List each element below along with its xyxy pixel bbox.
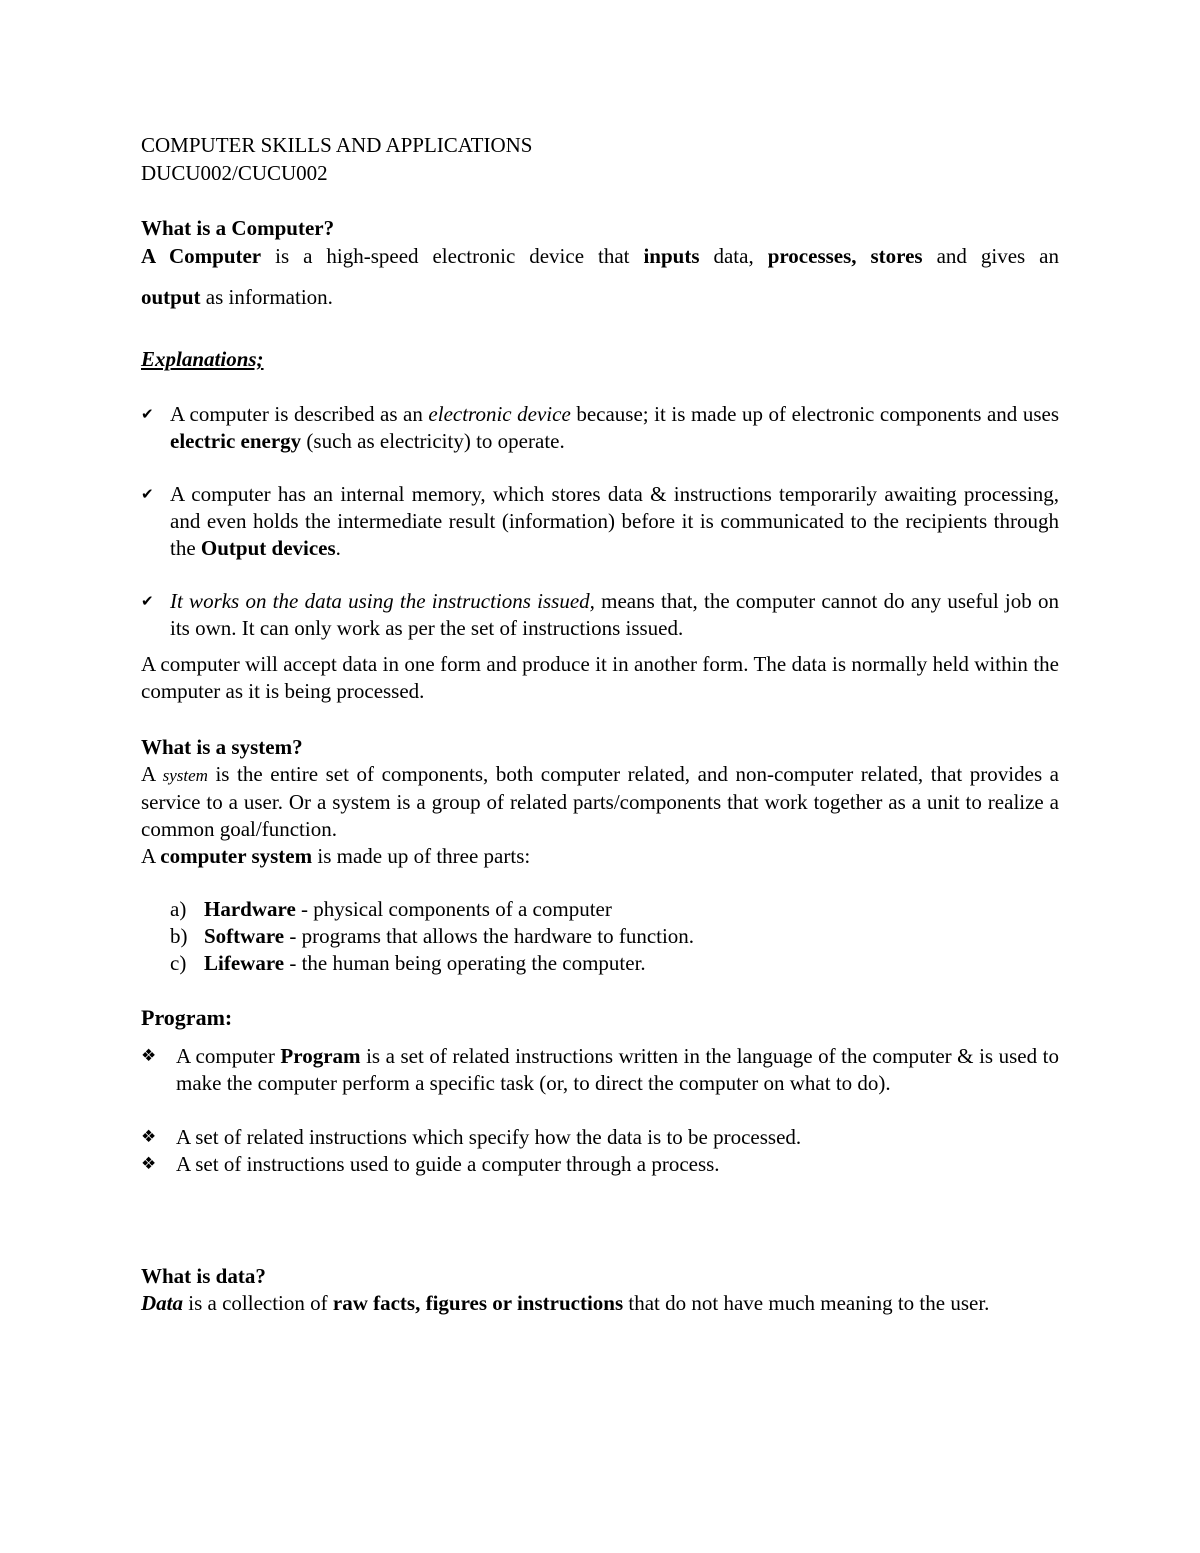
- term-inputs: inputs: [643, 244, 700, 268]
- computer-definition-line1: A Computer is a high-speed electronic device that inputs data, processes, stores and gives an: [141, 244, 1059, 268]
- term-computer-system: computer system: [160, 844, 313, 868]
- section-program: [141, 1004, 1059, 1178]
- term-output: output: [141, 285, 201, 309]
- diamond-bullet-icon: ❖: [141, 1127, 157, 1147]
- data-definition: Data is a collection of raw facts, figures or instructions that do not have much meaning to the user.: [141, 1291, 990, 1315]
- diamond-bullet-icon: ❖: [141, 1154, 157, 1174]
- explanation-item: ✔ It works on the data using the instructions issued, means that, the computer cannot do any useful job on its own. It can only work as per the set of instructions issued.: [141, 589, 1059, 640]
- program-item: ❖ A set of instructions used to guide a computer through a process.: [141, 1152, 720, 1176]
- system-definition: A system is the entire set of components, both computer related, and non-computer related, that provides a service to a user. Or a system is a group of related parts/components that work together as a unit to realize a common goal/function.: [141, 762, 1059, 841]
- program-item: ❖ A set of related instructions which specify how the data is to be processed.: [141, 1125, 802, 1149]
- section-data: [141, 1263, 1059, 1317]
- document-title: [141, 131, 1059, 187]
- computer-system-intro: A computer system is made up of three parts:: [141, 844, 531, 868]
- program-item: ❖ A computer Program is a set of related instructions written in the language of the computer & is used to make the computer perform a specific task (or, to direct the computer on what to do).: [141, 1044, 1060, 1095]
- term-processes-stores: processes, stores: [767, 244, 923, 268]
- explanations-closing-paragraph: A computer will accept data in one form and produce it in another form. The data is normally held within the computer as it is being processed.: [141, 652, 1059, 703]
- system-parts-list: [141, 896, 1059, 977]
- section-system: [141, 734, 1059, 977]
- term-a-computer: A Computer: [141, 244, 262, 268]
- term-system: system: [162, 766, 208, 785]
- heading-what-is-computer: What is a Computer?: [141, 216, 335, 240]
- term-raw-facts: raw facts, figures or instructions: [332, 1291, 624, 1315]
- list-item: a) Hardware - physical components of a computer: [170, 897, 612, 921]
- heading-what-is-system: What is a system?: [141, 735, 303, 759]
- term-data: Data: [141, 1291, 183, 1315]
- course-title: COMPUTER SKILLS AND APPLICATIONS: [141, 133, 533, 157]
- diamond-bullet-icon: ❖: [141, 1046, 157, 1066]
- section-computer: [141, 215, 1059, 311]
- checkmark-icon: ✔: [141, 405, 154, 423]
- section-explanations: [141, 346, 1059, 705]
- heading-what-is-data: What is data?: [141, 1264, 266, 1288]
- course-code: DUCU002/CUCU002: [141, 161, 328, 185]
- checkmark-icon: ✔: [141, 592, 154, 610]
- list-item: b) Software - programs that allows the hardware to function.: [170, 924, 695, 948]
- heading-explanations: Explanations;: [141, 347, 264, 371]
- computer-definition-line2: output as information.: [141, 285, 333, 309]
- list-item: c) Lifeware - the human being operating the computer.: [170, 951, 646, 975]
- explanation-item: ✔ A computer is described as an electronic device because; it is made up of electronic components and uses electric energy (such as electricity) to operate.: [141, 402, 1059, 453]
- heading-program: Program:: [141, 1005, 233, 1030]
- checkmark-icon: ✔: [141, 485, 154, 503]
- explanation-item: ✔ A computer has an internal memory, which stores data & instructions temporarily awaiting processing, and even holds the intermediate result (information) before it is communicated to the recipients through the Output devices.: [141, 482, 1059, 560]
